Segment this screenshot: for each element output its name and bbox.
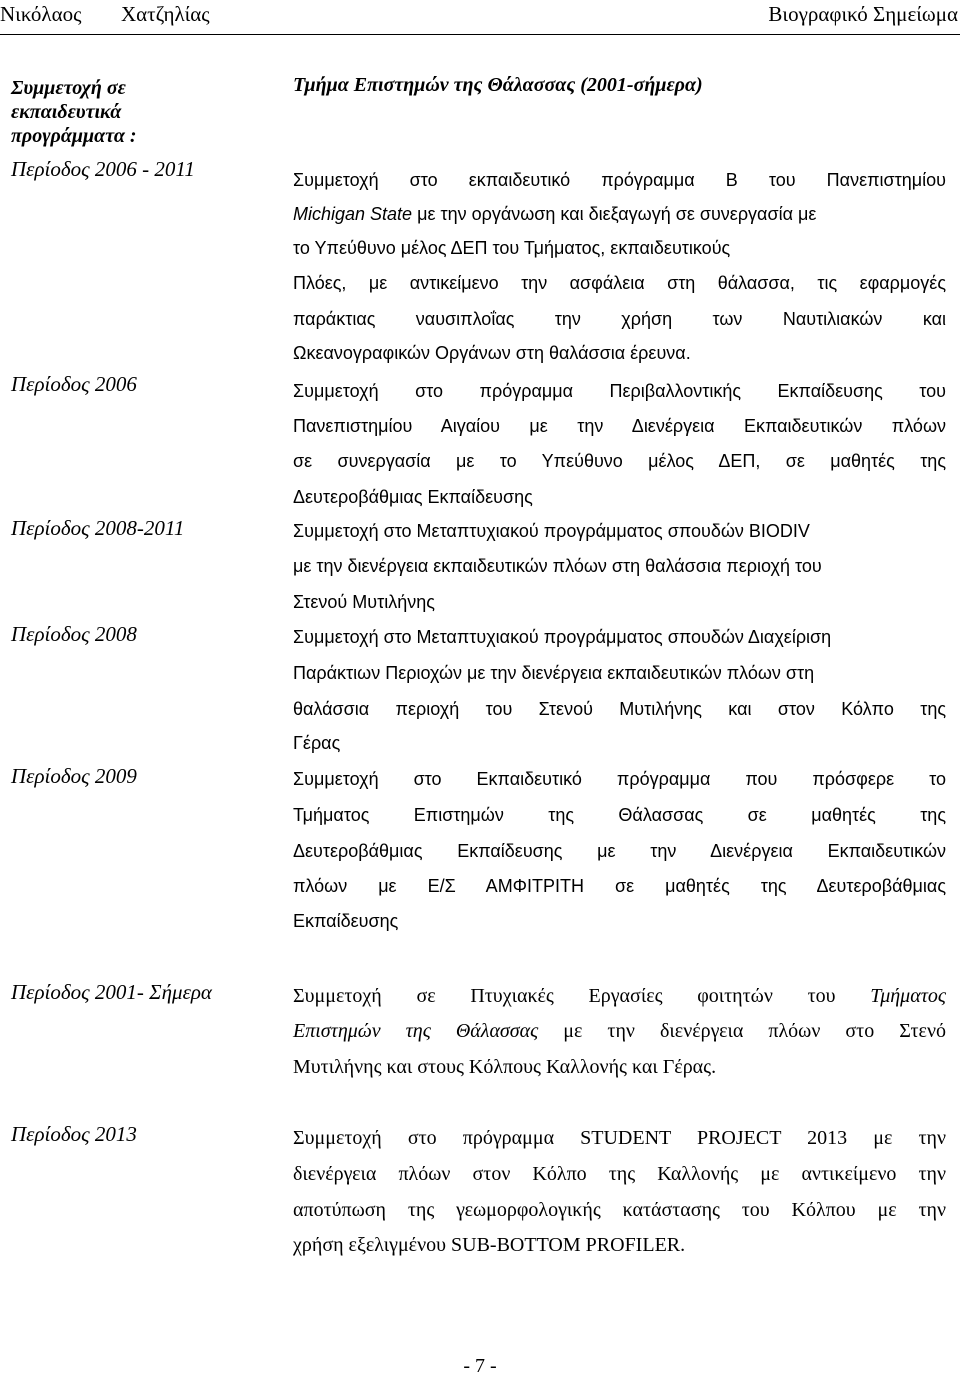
header-last-name: Χατζηλίας (121, 2, 210, 26)
period-label: Περίοδος 2006 (11, 372, 137, 396)
entry-line: αποτύπωση της γεωμορφολογικής κατάστασης του Κόλπου με την (293, 1199, 946, 1221)
period-label: Περίοδος 2008 (11, 622, 137, 646)
entry-line: Εκπαίδευσης (293, 911, 399, 931)
entry-text: με την οργάνωση και διεξαγωγή σε συνεργασία με (412, 204, 817, 224)
section-title: Τμήμα Επιστημών της Θάλασσας (2001-σήμερα) (293, 74, 703, 96)
entry-italic-text: Michigan State (293, 204, 413, 224)
entry-line: Γέρας (293, 733, 341, 753)
entry-italic-text: Επιστημών της Θάλασσας (293, 1020, 539, 1042)
header-first-name: Νικόλαος (0, 2, 82, 26)
entry-line: θαλάσσια περιοχή του Στενού Μυτιλήνης και στον Κόλπο της (293, 699, 946, 719)
entry-italic-text: Τμήματος (870, 985, 946, 1007)
entry-text: με την διενέργεια πλόων στο Στενό (538, 1020, 946, 1042)
entry-line: Πανεπιστημίου Αιγαίου με την Διενέργεια Εκπαιδευτικών πλόων (293, 416, 946, 436)
entry-line: Συμμετοχή στο πρόγραμμα Περιβαλλοντικής Εκπαίδευσης του (293, 381, 946, 401)
page-number: - 7 - (463, 1355, 497, 1377)
entry-line: Παράκτιων Περιοχών με την διενέργεια εκπαιδευτικών πλόων στη (293, 663, 815, 683)
entry-line: Συμμετοχή στο Εκπαιδευτικό πρόγραμμα που πρόσφερε το (293, 769, 946, 789)
entry-line: πλόων με Ε/Σ ΑΜΦΙΤΡΙΤΗ σε μαθητές της Δευτεροβάθμιας (293, 876, 946, 896)
entry-line (293, 1020, 946, 1043)
left-column-heading (11, 76, 137, 148)
entry-line: το Υπεύθυνο μέλος ΔΕΠ του Τμήματος, εκπαιδευτικούς (293, 238, 731, 258)
entry-line: Ωκεανογραφικών Οργάνων στη θαλάσσια έρευνα. (293, 343, 691, 363)
period-label: Περίοδος 2006 - 2011 (11, 157, 195, 181)
period-label: Περίοδος 2009 (11, 764, 137, 788)
period-label: Περίοδος 2008-2011 (11, 516, 185, 540)
period-label: Περίοδος 2013 (11, 1122, 137, 1146)
header-document-title: Βιογραφικό Σημείωμα (768, 2, 958, 26)
heading-line: προγράμματα : (11, 125, 137, 147)
entry-line: Συμμετοχή στο πρόγραμμα STUDENT PROJECT 2013 με την (293, 1127, 946, 1149)
entry-line: Δευτεροβάθμιας Εκπαίδευσης (293, 487, 533, 507)
entry-line: σε συνεργασία με το Υπεύθυνο μέλος ΔΕΠ, σε μαθητές της (293, 451, 946, 471)
entry-line: Δευτεροβάθμιας Εκπαίδευσης με την Διενέργεια Εκπαιδευτικών (293, 841, 946, 861)
entry-line: Συμμετοχή στο Μεταπτυχιακού προγράμματος σπουδών Διαχείριση (293, 627, 832, 647)
running-header (0, 0, 960, 35)
heading-line: εκπαιδευτικά (11, 101, 122, 123)
entry-line: διενέργεια πλόων στον Κόλπο της Καλλονής με αντικείμενο την (293, 1163, 946, 1185)
entry-line: Τμήματος Επιστημών της Θάλασσας σε μαθητές της (293, 805, 946, 825)
entry-line: με την διενέργεια εκπαιδευτικών πλόων στη θαλάσσια περιοχή του (293, 556, 822, 576)
period-label: Περίοδος 2001- Σήμερα (11, 980, 212, 1004)
entry-line (293, 985, 946, 1008)
entry-line: Στενού Μυτιλήνης (293, 592, 435, 612)
entry-line: χρήση εξελιγμένου SUB-BOTTOM PROFILER. (293, 1234, 686, 1256)
heading-line: Συμμετοχή σε (11, 77, 126, 99)
entry-line (293, 204, 946, 225)
entry-line: Συμμετοχή στο εκπαιδευτικό πρόγραμμα Β του Πανεπιστημίου (293, 170, 946, 190)
entry-line: Συμμετοχή στο Μεταπτυχιακού προγράμματος σπουδών BIODIV (293, 521, 810, 541)
entry-line: Μυτιλήνης και στους Κόλπους Καλλονής και Γέρας. (293, 1056, 717, 1078)
entry-line: Πλόες, με αντικείμενο την ασφάλεια στη θάλασσα, τις εφαρμογές (293, 273, 946, 293)
entry-text: Συμμετοχή σε Πτυχιακές Εργασίες φοιτητών του (293, 985, 871, 1007)
entry-line: παράκτιας ναυσιπλοΐας την χρήση των Ναυτιλιακών και (293, 309, 946, 329)
